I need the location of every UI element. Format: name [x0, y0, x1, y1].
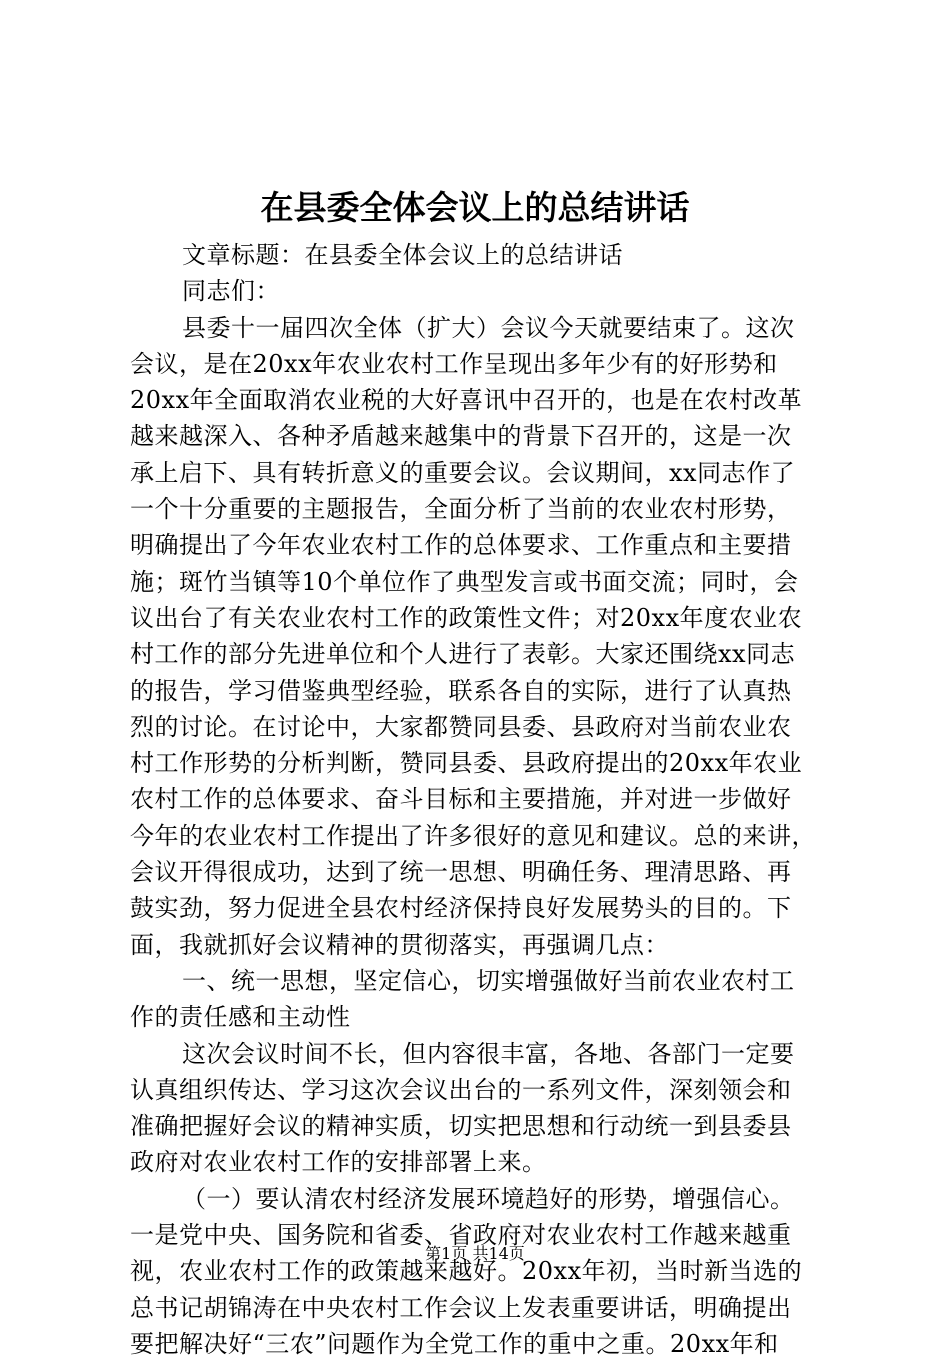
text-line: 要把解决好“三农”问题作为全党工作的重中之重。20xx年和: [130, 1329, 779, 1358]
text-line: 作的责任感和主动性: [130, 1003, 351, 1032]
text-line: 一、统一思想，坚定信心，切实增强做好当前农业农村工: [182, 966, 795, 995]
text-line: 会议，是在20xx年农业农村工作呈现出多年少有的好形势和: [130, 349, 778, 378]
text-line: 政府对农业农村工作的安排部署上来。: [130, 1148, 547, 1177]
text-line: 认真组织传达、学习这次会议出台的一系列文件，深刻领会和: [130, 1075, 792, 1104]
text-line: 明确提出了今年农业农村工作的总体要求、工作重点和主要措: [130, 531, 792, 560]
text-line: 面，我就抓好会议精神的贯彻落实，再强调几点：: [130, 930, 669, 959]
text-line: 准确把握好会议的精神实质，切实把思想和行动统一到县委县: [130, 1112, 792, 1141]
text-line: 20xx年全面取消农业税的大好喜讯中召开的，也是在农村改革: [130, 386, 803, 415]
text-line: 今年的农业农村工作提出了许多很好的意见和建议。总的来讲，: [130, 821, 816, 850]
text-line: 施；斑竹当镇等10个单位作了典型发言或书面交流；同时，会: [130, 567, 799, 596]
text-line: 总书记胡锦涛在中央农村工作会议上发表重要讲话，明确提出: [130, 1293, 792, 1322]
text-line: （一）要认清农村经济发展环境趋好的形势，增强信心。: [182, 1184, 795, 1213]
text-line: 县委十一届四次全体（扩大）会议今天就要结束了。这次: [182, 313, 795, 342]
text-line: 一是党中央、国务院和省委、省政府对农业农村工作越来越重: [130, 1221, 792, 1250]
document-body: [130, 237, 830, 1362]
text-line: 的报告，学习借鉴典型经验，联系各自的实际，进行了认真热: [130, 676, 792, 705]
text-line: 视，农业农村工作的政策越来越好。20xx年初，当时新当选的: [130, 1257, 803, 1286]
text-line: 议出台了有关农业农村工作的政策性文件；对20xx年度农业农: [130, 603, 803, 632]
page-footer: 第1页 共14页: [425, 1244, 525, 1263]
text-line: 一个十分重要的主题报告，全面分析了当前的农业农村形势，: [130, 495, 792, 524]
text-line: 同志们：: [182, 277, 280, 306]
text-line: 越来越深入、各种矛盾越来越集中的背景下召开的，这是一次: [130, 422, 792, 451]
text-line: 农村工作的总体要求、奋斗目标和主要措施，并对进一步做好: [130, 785, 792, 814]
text-line: 会议开得很成功，达到了统一思想、明确任务、理清思路、再: [130, 858, 792, 887]
text-line: 承上启下、具有转折意义的重要会议。会议期间，xx同志作了: [130, 458, 796, 487]
text-line: 村工作形势的分析判断，赞同县委、县政府提出的20xx年农业: [130, 749, 803, 778]
text-line: 鼓实劲，努力促进全县农村经济保持良好发展势头的目的。下: [130, 894, 792, 923]
text-line: 村工作的部分先进单位和个人进行了表彰。大家还围绕xx同志: [130, 640, 796, 669]
text-line: 文章标题：在县委全体会议上的总结讲话: [182, 241, 623, 269]
document-title: 在县委全体会议上的总结讲话: [260, 188, 690, 227]
text-line: 这次会议时间不长，但内容很丰富，各地、各部门一定要: [182, 1039, 795, 1068]
text-line: 烈的讨论。在讨论中，大家都赞同县委、县政府对当前农业农: [130, 712, 792, 741]
